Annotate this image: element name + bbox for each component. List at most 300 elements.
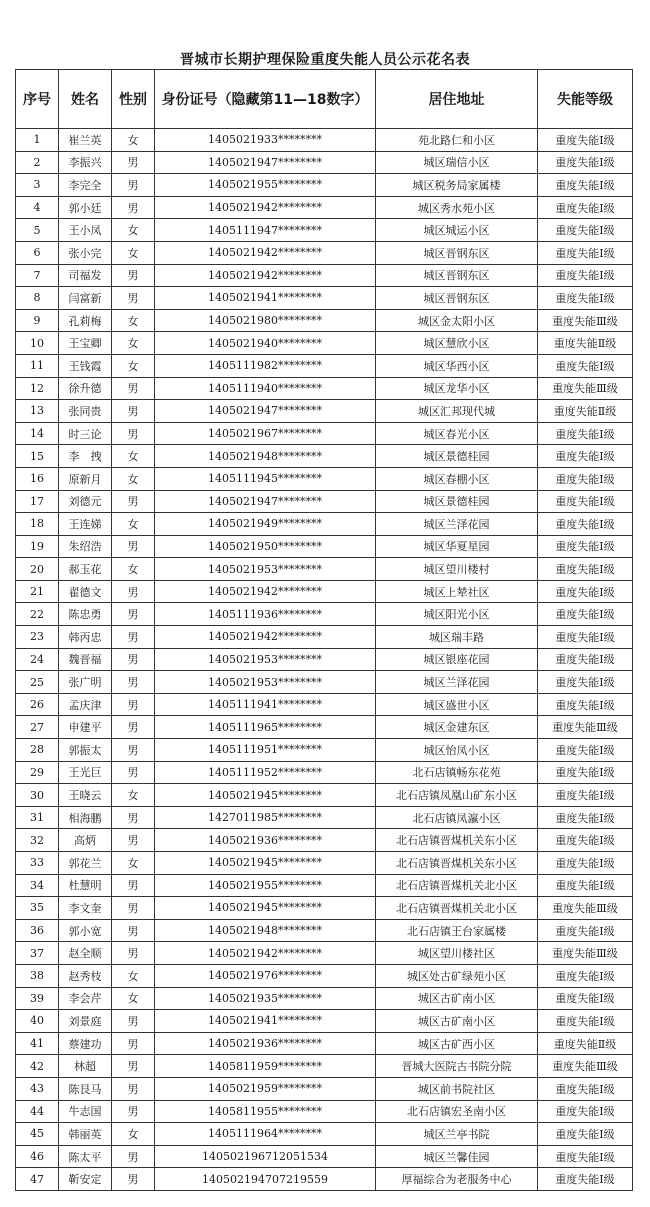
cell-sex: 男 [112,1055,155,1078]
table-row [16,964,633,987]
cell-no: 4 [16,196,59,219]
cell-no: 12 [16,377,59,400]
cell-sex: 男 [112,942,155,965]
cell-address: 城区金建东区 [376,716,538,739]
cell-sex: 男 [112,716,155,739]
cell-no: 8 [16,287,59,310]
table-row [16,716,633,739]
cell-address: 城区金太阳小区 [376,309,538,332]
cell-no: 30 [16,784,59,807]
roster-table [15,69,633,1191]
cell-grade: 重度失能Ⅰ级 [538,445,633,468]
cell-grade: 重度失能Ⅰ级 [538,287,633,310]
cell-name: 时三论 [59,422,112,445]
cell-name: 高炳 [59,829,112,852]
cell-sex: 男 [112,151,155,174]
cell-grade: 重度失能Ⅲ级 [538,716,633,739]
cell-address: 城区古矿西小区 [376,1032,538,1055]
cell-grade: 重度失能Ⅰ级 [538,1010,633,1033]
cell-id-number: 1427011985******** [155,806,376,829]
cell-grade: 重度失能Ⅰ级 [538,806,633,829]
cell-sex: 男 [112,1032,155,1055]
cell-name: 王钱霞 [59,354,112,377]
page-title: 晋城市长期护理保险重度失能人员公示花名表 [180,52,470,68]
cell-grade: 重度失能Ⅰ级 [538,852,633,875]
cell-id-number: 1405021947******** [155,151,376,174]
cell-grade: 重度失能Ⅰ级 [538,1100,633,1123]
cell-no: 2 [16,151,59,174]
cell-address: 城区瑞丰路 [376,626,538,649]
cell-name: 陈太平 [59,1145,112,1168]
cell-name: 张同贵 [59,400,112,423]
cell-address: 城区兰亭书院 [376,1123,538,1146]
table-row [16,671,633,694]
cell-address: 北石店镇凤凰山矿东小区 [376,784,538,807]
cell-name: 赵秀枝 [59,964,112,987]
cell-address: 城区汇邦现代城 [376,400,538,423]
cell-id-number: 1405111936******** [155,603,376,626]
cell-name: 郭花兰 [59,852,112,875]
table-row [16,467,633,490]
cell-no: 24 [16,648,59,671]
cell-address: 北石店镇晋煤机关东小区 [376,829,538,852]
table-row [16,1123,633,1146]
cell-id-number: 1405021936******** [155,829,376,852]
cell-sex: 男 [112,196,155,219]
cell-address: 北石店镇晋煤机关东小区 [376,852,538,875]
cell-grade: 重度失能Ⅰ级 [538,693,633,716]
table-row [16,445,633,468]
cell-address: 北石店镇王台家属楼 [376,919,538,942]
cell-sex: 男 [112,1010,155,1033]
cell-sex: 男 [112,761,155,784]
cell-name: 魏晋福 [59,648,112,671]
header-id: 身份证号（隐藏第11—18数字） [155,70,376,129]
table-row [16,1032,633,1055]
cell-sex: 女 [112,558,155,581]
cell-no: 46 [16,1145,59,1168]
cell-no: 40 [16,1010,59,1033]
cell-grade: 重度失能Ⅰ级 [538,603,633,626]
cell-address: 城区望川楼社区 [376,942,538,965]
table-row [16,129,633,152]
cell-grade: 重度失能Ⅰ级 [538,580,633,603]
cell-grade: 重度失能Ⅰ级 [538,1168,633,1191]
cell-id-number: 1405811959******** [155,1055,376,1078]
cell-address: 城区古矿南小区 [376,987,538,1010]
cell-address: 北石店镇晋煤机关北小区 [376,874,538,897]
header-address: 居住地址 [376,70,538,129]
cell-no: 31 [16,806,59,829]
cell-grade: 重度失能Ⅰ级 [538,513,633,536]
cell-id-number: 1405111952******** [155,761,376,784]
cell-sex: 男 [112,897,155,920]
cell-id-number: 1405021953******** [155,671,376,694]
cell-name: 牛志国 [59,1100,112,1123]
cell-name: 孔莉梅 [59,309,112,332]
cell-no: 33 [16,852,59,875]
cell-no: 35 [16,897,59,920]
table-row [16,558,633,581]
cell-grade: 重度失能Ⅲ级 [538,377,633,400]
cell-sex: 男 [112,287,155,310]
cell-id-number: 1405021945******** [155,897,376,920]
cell-grade: 重度失能Ⅰ级 [538,1123,633,1146]
cell-no: 47 [16,1168,59,1191]
cell-no: 16 [16,467,59,490]
cell-sex: 女 [112,332,155,355]
cell-no: 14 [16,422,59,445]
cell-address: 苑北路仁和小区 [376,129,538,152]
cell-sex: 女 [112,354,155,377]
table-row [16,829,633,852]
table-row [16,626,633,649]
cell-id-number: 1405021947******** [155,490,376,513]
table-row [16,535,633,558]
table-row [16,1145,633,1168]
cell-sex: 女 [112,513,155,536]
cell-sex: 女 [112,1123,155,1146]
cell-name: 王小凤 [59,219,112,242]
cell-no: 32 [16,829,59,852]
cell-address: 城区景德桂园 [376,490,538,513]
cell-id-number: 1405021980******** [155,309,376,332]
cell-no: 23 [16,626,59,649]
table-row [16,987,633,1010]
cell-id-number: 1405021941******** [155,287,376,310]
table-row [16,1010,633,1033]
cell-grade: 重度失能Ⅱ级 [538,1032,633,1055]
cell-id-number: 1405811955******** [155,1100,376,1123]
cell-id-number: 140502194707219559 [155,1168,376,1191]
cell-address: 城区银座花园 [376,648,538,671]
cell-sex: 男 [112,829,155,852]
table-row [16,287,633,310]
cell-grade: 重度失能Ⅰ级 [538,739,633,762]
cell-name: 李会芹 [59,987,112,1010]
cell-address: 厚福综合为老服务中心 [376,1168,538,1191]
cell-name: 王光巨 [59,761,112,784]
cell-no: 41 [16,1032,59,1055]
table-header [16,70,633,129]
cell-address: 城区税务局家属楼 [376,174,538,197]
cell-id-number: 1405021976******** [155,964,376,987]
cell-sex: 女 [112,467,155,490]
cell-name: 郭小宽 [59,919,112,942]
cell-no: 44 [16,1100,59,1123]
cell-id-number: 1405021955******** [155,874,376,897]
cell-no: 17 [16,490,59,513]
cell-address: 城区兰馨佳园 [376,1145,538,1168]
cell-sex: 男 [112,603,155,626]
cell-sex: 男 [112,874,155,897]
cell-sex: 男 [112,1168,155,1191]
cell-address: 北石店镇凤瀛小区 [376,806,538,829]
cell-address: 城区怡凤小区 [376,739,538,762]
cell-no: 34 [16,874,59,897]
cell-id-number: 1405021942******** [155,626,376,649]
cell-address: 北石店镇畅东花苑 [376,761,538,784]
cell-id-number: 1405111947******** [155,219,376,242]
cell-name: 王宝卿 [59,332,112,355]
cell-no: 10 [16,332,59,355]
cell-address: 城区城运小区 [376,219,538,242]
cell-sex: 男 [112,535,155,558]
cell-name: 刘德元 [59,490,112,513]
cell-no: 42 [16,1055,59,1078]
cell-sex: 女 [112,852,155,875]
cell-sex: 女 [112,129,155,152]
cell-id-number: 1405111964******** [155,1123,376,1146]
cell-grade: 重度失能Ⅰ级 [538,626,633,649]
table-row [16,332,633,355]
cell-no: 11 [16,354,59,377]
cell-sex: 女 [112,241,155,264]
cell-name: 郭小廷 [59,196,112,219]
cell-grade: 重度失能Ⅰ级 [538,919,633,942]
cell-no: 39 [16,987,59,1010]
cell-name: 李 拽 [59,445,112,468]
cell-sex: 女 [112,309,155,332]
cell-id-number: 1405021941******** [155,1010,376,1033]
cell-grade: 重度失能Ⅰ级 [538,1077,633,1100]
table-row [16,377,633,400]
cell-address: 城区龙华小区 [376,377,538,400]
cell-name: 王晓云 [59,784,112,807]
table-row [16,264,633,287]
cell-no: 19 [16,535,59,558]
table-row [16,151,633,174]
cell-name: 徐升德 [59,377,112,400]
cell-id-number: 1405021945******** [155,784,376,807]
cell-no: 25 [16,671,59,694]
cell-sex: 男 [112,648,155,671]
cell-sex: 男 [112,626,155,649]
table-row [16,174,633,197]
cell-name: 林超 [59,1055,112,1078]
cell-grade: 重度失能Ⅰ级 [538,354,633,377]
cell-name: 韩丙忠 [59,626,112,649]
table-row [16,241,633,264]
cell-no: 22 [16,603,59,626]
cell-no: 37 [16,942,59,965]
cell-name: 郭振太 [59,739,112,762]
cell-id-number: 1405021947******** [155,400,376,423]
cell-address: 城区春光小区 [376,422,538,445]
cell-grade: 重度失能Ⅰ级 [538,829,633,852]
cell-name: 杜慧明 [59,874,112,897]
cell-name: 陈艮马 [59,1077,112,1100]
cell-grade: 重度失能Ⅰ级 [538,422,633,445]
cell-name: 赵全顺 [59,942,112,965]
cell-no: 7 [16,264,59,287]
table-row [16,196,633,219]
table-row [16,603,633,626]
cell-sex: 男 [112,422,155,445]
cell-address: 城区晋钢东区 [376,287,538,310]
cell-grade: 重度失能Ⅱ级 [538,400,633,423]
cell-no: 36 [16,919,59,942]
cell-grade: 重度失能Ⅰ级 [538,761,633,784]
cell-id-number: 1405021940******** [155,332,376,355]
cell-no: 3 [16,174,59,197]
cell-id-number: 140502196712051534 [155,1145,376,1168]
table-body [16,129,633,1191]
cell-id-number: 1405021935******** [155,987,376,1010]
cell-grade: 重度失能Ⅰ级 [538,558,633,581]
table-row [16,422,633,445]
cell-id-number: 1405111951******** [155,739,376,762]
cell-name: 韩丽英 [59,1123,112,1146]
cell-sex: 男 [112,671,155,694]
table-row [16,1100,633,1123]
cell-grade: 重度失能Ⅰ级 [538,174,633,197]
cell-name: 翟德文 [59,580,112,603]
cell-name: 李振兴 [59,151,112,174]
cell-address: 城区景德桂园 [376,445,538,468]
table-row [16,852,633,875]
cell-no: 1 [16,129,59,152]
cell-sex: 男 [112,1100,155,1123]
cell-sex: 男 [112,739,155,762]
cell-no: 38 [16,964,59,987]
cell-grade: 重度失能Ⅰ级 [538,987,633,1010]
cell-no: 28 [16,739,59,762]
cell-sex: 男 [112,400,155,423]
header-no: 序号 [16,70,59,129]
cell-sex: 男 [112,264,155,287]
cell-address: 城区晋钢东区 [376,241,538,264]
table-row [16,219,633,242]
cell-name: 张广明 [59,671,112,694]
cell-grade: 重度失能Ⅰ级 [538,241,633,264]
table-row [16,784,633,807]
cell-id-number: 1405021953******** [155,558,376,581]
cell-sex: 男 [112,1077,155,1100]
cell-grade: 重度失能Ⅰ级 [538,467,633,490]
cell-grade: 重度失能Ⅲ级 [538,1055,633,1078]
cell-name: 朱绍浩 [59,535,112,558]
cell-id-number: 1405021942******** [155,241,376,264]
cell-id-number: 1405021955******** [155,174,376,197]
table-row [16,919,633,942]
cell-name: 申建平 [59,716,112,739]
cell-grade: 重度失能Ⅲ级 [538,309,633,332]
cell-sex: 女 [112,784,155,807]
cell-name: 刘景庭 [59,1010,112,1033]
cell-grade: 重度失能Ⅰ级 [538,648,633,671]
table-row [16,874,633,897]
cell-address: 城区古矿南小区 [376,1010,538,1033]
cell-id-number: 1405021948******** [155,445,376,468]
cell-id-number: 1405111965******** [155,716,376,739]
cell-sex: 男 [112,1145,155,1168]
cell-no: 45 [16,1123,59,1146]
cell-grade: 重度失能Ⅰ级 [538,490,633,513]
cell-grade: 重度失能Ⅲ级 [538,942,633,965]
table-row [16,354,633,377]
cell-name: 张小完 [59,241,112,264]
cell-name: 李文奎 [59,897,112,920]
cell-name: 王连娣 [59,513,112,536]
cell-id-number: 1405021949******** [155,513,376,536]
cell-grade: 重度失能Ⅰ级 [538,784,633,807]
cell-address: 城区望川楼村 [376,558,538,581]
cell-address: 城区晋钢东区 [376,264,538,287]
cell-no: 20 [16,558,59,581]
table-row [16,739,633,762]
cell-no: 9 [16,309,59,332]
cell-grade: 重度失能Ⅰ级 [538,219,633,242]
cell-id-number: 1405021967******** [155,422,376,445]
cell-grade: 重度失能Ⅰ级 [538,874,633,897]
cell-grade: 重度失能Ⅰ级 [538,264,633,287]
table-row [16,490,633,513]
table-row [16,1055,633,1078]
cell-sex: 男 [112,377,155,400]
cell-grade: 重度失能Ⅰ级 [538,1145,633,1168]
cell-id-number: 1405111940******** [155,377,376,400]
cell-sex: 男 [112,490,155,513]
cell-id-number: 1405111982******** [155,354,376,377]
table-row [16,806,633,829]
cell-name: 李完全 [59,174,112,197]
cell-id-number: 1405021936******** [155,1032,376,1055]
cell-sex: 女 [112,964,155,987]
cell-sex: 女 [112,987,155,1010]
header-sex: 性别 [112,70,155,129]
cell-no: 15 [16,445,59,468]
cell-grade: 重度失能Ⅰ级 [538,151,633,174]
cell-address: 城区华西小区 [376,354,538,377]
cell-no: 13 [16,400,59,423]
header-name: 姓名 [59,70,112,129]
cell-name: 司福发 [59,264,112,287]
cell-sex: 女 [112,445,155,468]
table-row [16,1077,633,1100]
cell-name: 原新月 [59,467,112,490]
cell-address: 北石店镇宏圣南小区 [376,1100,538,1123]
cell-address: 城区前书院社区 [376,1077,538,1100]
cell-id-number: 1405021942******** [155,580,376,603]
cell-address: 城区阳光小区 [376,603,538,626]
table-row [16,942,633,965]
cell-no: 29 [16,761,59,784]
cell-address: 城区上辇社区 [376,580,538,603]
cell-sex: 男 [112,693,155,716]
cell-address: 城区慧欣小区 [376,332,538,355]
table-row [16,1168,633,1191]
cell-name: 陈忠勇 [59,603,112,626]
cell-sex: 男 [112,919,155,942]
cell-address: 城区瑞信小区 [376,151,538,174]
cell-address: 城区春棚小区 [376,467,538,490]
cell-grade: 重度失能Ⅰ级 [538,964,633,987]
cell-name: 相海鹏 [59,806,112,829]
cell-id-number: 1405021953******** [155,648,376,671]
cell-address: 城区兰泽花园 [376,671,538,694]
cell-address: 城区兰泽花园 [376,513,538,536]
cell-sex: 女 [112,219,155,242]
cell-address: 城区秀水苑小区 [376,196,538,219]
cell-grade: 重度失能Ⅰ级 [538,671,633,694]
cell-id-number: 1405021942******** [155,942,376,965]
cell-id-number: 1405021950******** [155,535,376,558]
cell-no: 18 [16,513,59,536]
cell-sex: 男 [112,580,155,603]
cell-address: 北石店镇晋煤机关北小区 [376,897,538,920]
cell-address: 城区处古矿绿苑小区 [376,964,538,987]
